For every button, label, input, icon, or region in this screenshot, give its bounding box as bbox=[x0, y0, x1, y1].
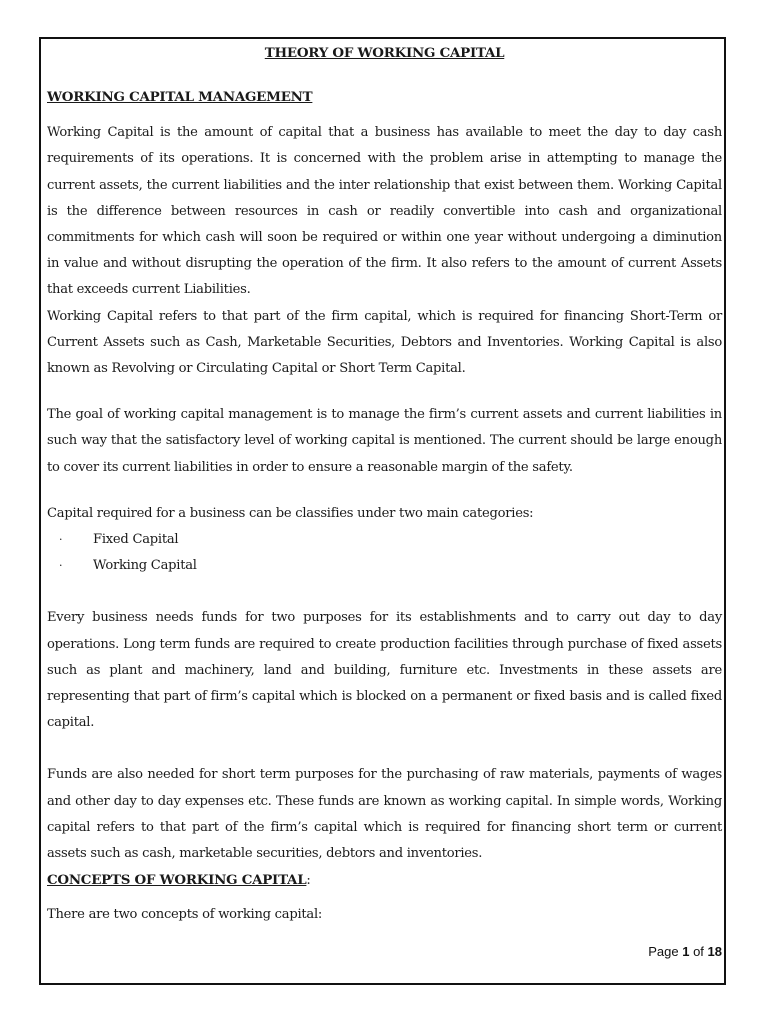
paragraph-working-capital-funds: Funds are also needed for short term purposes for the purchasing of raw materials, payments of wages and other day to day expenses etc. These funds are known as working capital. In simple words, Working capital refers to that part of the firm’s capital which is required for financing short term or current assets such as cash, marketable securities, debtors and inventories. bbox=[47, 767, 722, 862]
paragraph-categories: Capital required for a business can be classifies under two main categories: bbox=[47, 505, 534, 521]
paragraph-two-concepts: There are two concepts of working capital: bbox=[47, 907, 323, 923]
bullet-icon: · bbox=[59, 533, 63, 547]
paragraph-definition: Working Capital is the amount of capital that a business has available to meet the day to day cash requirements of its operations. It is concerned with the problem arise in attempting to manage the current assets, the current liabilities and the inter relationship that exist between them. Working Capital is the difference between resources in cash or readily convertible into cash and organizational commitments for which cash will soon be required or within one year without undergoing a diminution in value and without disrupting the operation of the firm. It also refers to the amount of current Assets that exceeds current Liabilities. bbox=[47, 125, 722, 298]
section-heading-working-capital-management: WORKING CAPITAL MANAGEMENT bbox=[47, 89, 313, 105]
list-item: · Fixed Capital bbox=[47, 527, 722, 553]
capital-categories-list bbox=[47, 527, 722, 579]
document-body bbox=[47, 42, 722, 929]
section-heading-concepts: CONCEPTS OF WORKING CAPITAL: bbox=[47, 872, 311, 889]
bullet-icon: · bbox=[59, 559, 63, 573]
paragraph-refers-to: Working Capital refers to that part of the firm capital, which is required for financing Short-Term or Current Assets such as Cash, Marketable Securities, Debtors and Inventories. Working Capital is also known as Revolving or Circulating Capital or Short Term Capital. bbox=[47, 308, 722, 377]
paragraph-fixed-capital: Every business needs funds for two purposes for its establishments and to carry out day to day operations. Long term funds are required to create production facilities through purchase of fixed assets such as plant and machinery, land and building, furniture etc. Investments in these assets are representing that part of firm’s capital which is blocked on a permanent or fixed basis and is called fixed capital. bbox=[47, 610, 722, 731]
paragraph-goal: The goal of working capital management is to manage the firm’s current assets and current liabilities in such way that the satisfactory level of working capital is mentioned. The current should be large enough to cover its current liabilities in order to ensure a reasonable margin of the safety. bbox=[47, 407, 722, 475]
list-item: · Working Capital bbox=[47, 553, 722, 579]
document-title: THEORY OF WORKING CAPITAL bbox=[264, 45, 505, 61]
page-number: Page 1 of 18 bbox=[648, 944, 722, 959]
